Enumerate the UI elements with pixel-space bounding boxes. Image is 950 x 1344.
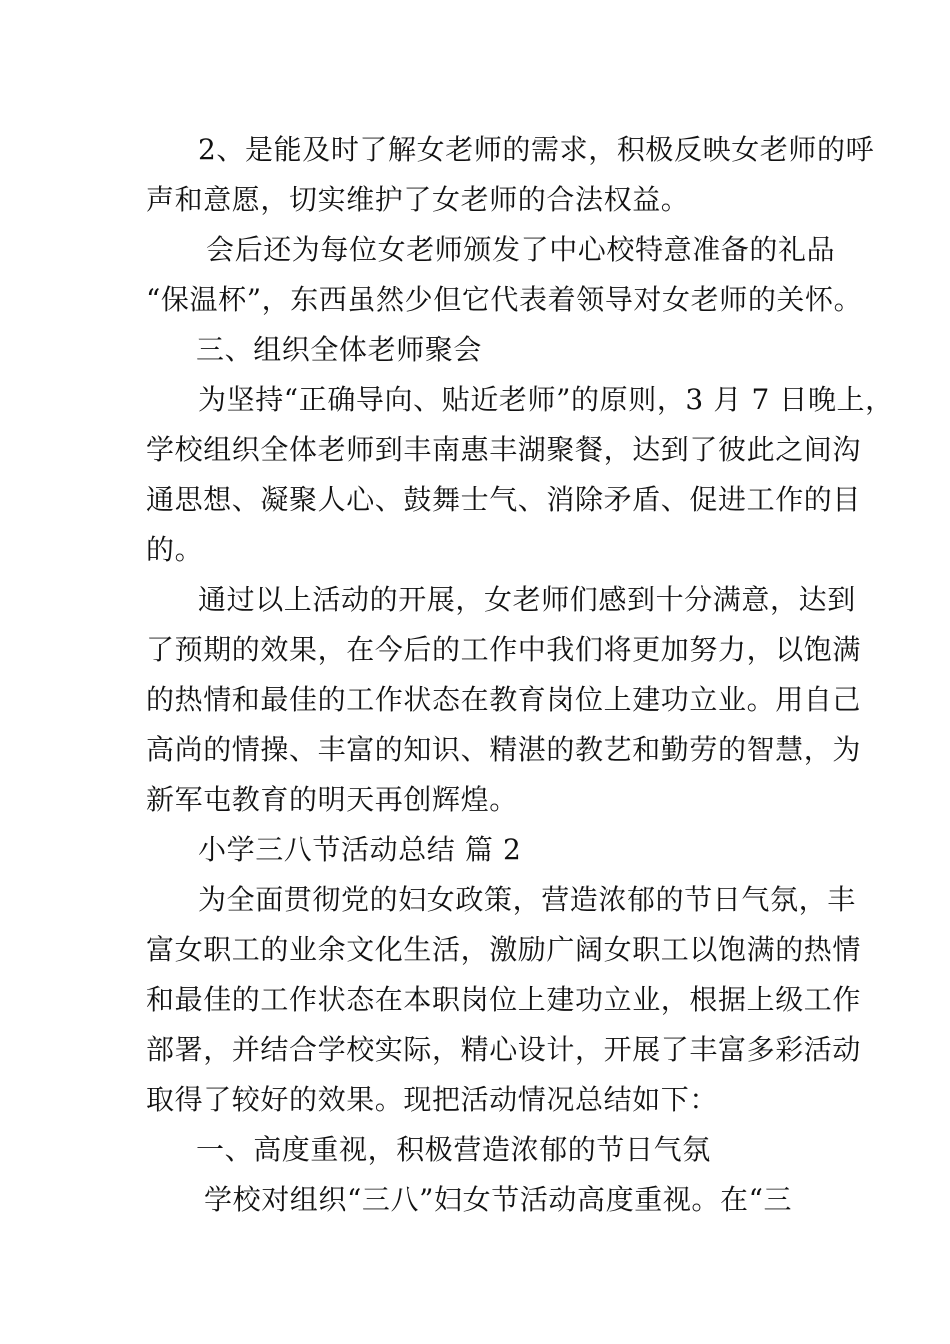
section-title: 小学三八节活动总结 篇 2 xyxy=(198,833,522,866)
text-line: 通思想、凝聚人心、鼓舞士气、消除矛盾、促进工作的目 xyxy=(146,483,862,516)
text-line: 的。 xyxy=(146,533,204,566)
text-line: “保温杯”，东西虽然少但它代表着领导对女老师的关怀。 xyxy=(146,283,863,316)
text-line: 新军屯教育的明天再创辉煌。 xyxy=(146,783,518,816)
text-line: 会后还为每位女老师颁发了中心校特意准备的礼品 xyxy=(206,233,836,266)
section-heading: 一、高度重视，积极营造浓郁的节日气氛 xyxy=(196,1133,711,1166)
section-heading: 三、组织全体老师聚会 xyxy=(196,333,483,366)
text-line: 高尚的情操、丰富的知识、精湛的教艺和勤劳的智慧，为 xyxy=(146,733,862,766)
text-line: 学校对组织“三八”妇女节活动高度重视。在“三 xyxy=(204,1183,793,1216)
text-line: 取得了较好的效果。现把活动情况总结如下： xyxy=(146,1083,719,1116)
text-line: 部署，并结合学校实际，精心设计，开展了丰富多彩活动 xyxy=(146,1033,862,1066)
text-line: 通过以上活动的开展，女老师们感到十分满意，达到 xyxy=(198,583,856,616)
text-line: 学校组织全体老师到丰南惠丰湖聚餐，达到了彼此之间沟 xyxy=(146,433,862,466)
text-line: 2、是能及时了解女老师的需求，积极反映女老师的呼 xyxy=(198,133,875,166)
text-line: 声和意愿，切实维护了女老师的合法权益。 xyxy=(146,183,690,216)
text-line: 和最佳的工作状态在本职岗位上建功立业，根据上级工作 xyxy=(146,983,862,1016)
text-line: 了预期的效果，在今后的工作中我们将更加努力，以饱满 xyxy=(146,633,862,666)
text-line: 富女职工的业余文化生活，激励广阔女职工以饱满的热情 xyxy=(146,933,862,966)
text-line: 为全面贯彻党的妇女政策，营造浓郁的节日气氛，丰 xyxy=(198,883,856,916)
text-line: 为坚持“正确导向、贴近老师”的原则，3 月 7 日晚上， xyxy=(198,383,894,416)
text-line: 的热情和最佳的工作状态在教育岗位上建功立业。用自己 xyxy=(146,683,862,716)
